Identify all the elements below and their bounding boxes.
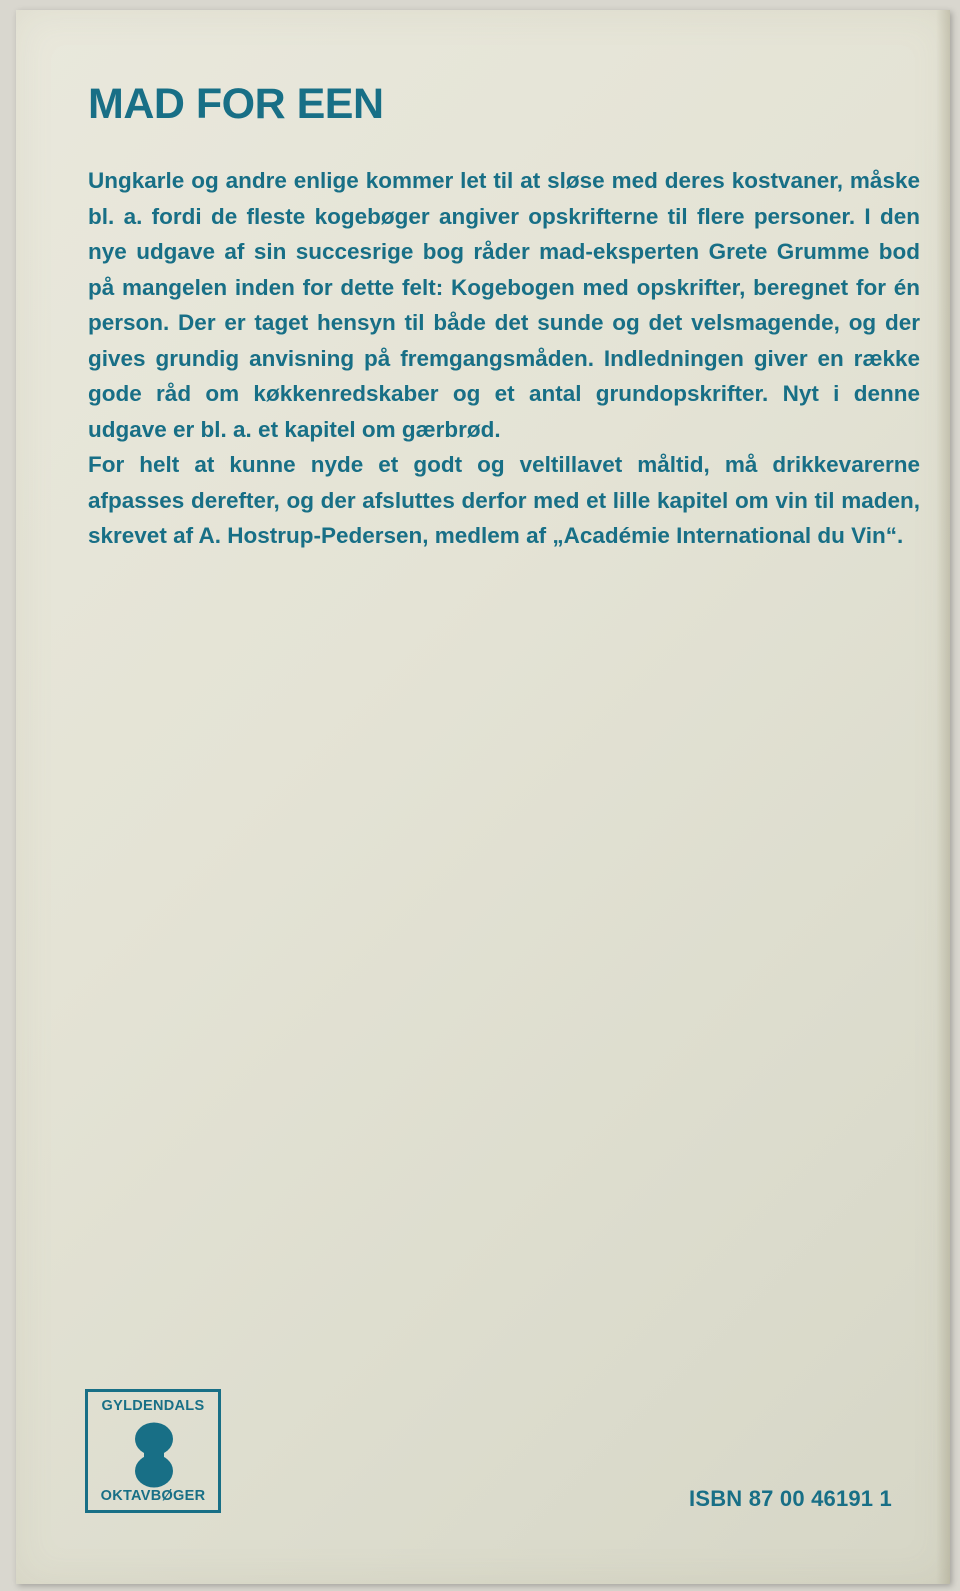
publisher-logo — [85, 1389, 221, 1513]
figure-eight-mark-icon — [134, 1422, 174, 1488]
isbn-number: ISBN 87 00 46191 1 — [689, 1486, 892, 1511]
blurb-paragraph-2: For helt at kunne nyde et godt og veltillavet måltid, må drikkevarerne afpasses derefter, og der afsluttes derfor med et lille kapitel om vin til maden, skrevet af A. Hostrup-Pedersen, medlem af „Académie International du Vin“. — [88, 452, 920, 548]
publisher-logo-top-text: GYLDENDALS — [101, 1398, 205, 1414]
book-back-cover — [16, 10, 950, 1584]
blurb-paragraph-1: Ungkarle og andre enlige kommer let til at sløse med deres kostvaner, måske bl. a. fordi de fleste kogebøger angiver opskrifterne til flere personer. I den nye udgave af sin succesrige bog råder mad-eksperten Grete Grumme bod på mangelen inden for dette felt: Kogebogen med opskrifter, beregnet for én person. Der er taget hensyn til både det sunde og det velsmagende, og der gives grundig anvisning på fremgangsmåden. Indledningen giver en række gode råd om køkkenredskaber og et antal grundopskrifter. Nyt i denne udgave er bl. a. et kapitel om gærbrød. — [88, 168, 920, 442]
publisher-logo-bottom-text: OKTAVBØGER — [100, 1488, 206, 1504]
book-title: MAD FOR EEN — [88, 80, 384, 128]
cover-edge-shadow — [936, 10, 950, 1584]
cover-blurb — [88, 163, 920, 554]
